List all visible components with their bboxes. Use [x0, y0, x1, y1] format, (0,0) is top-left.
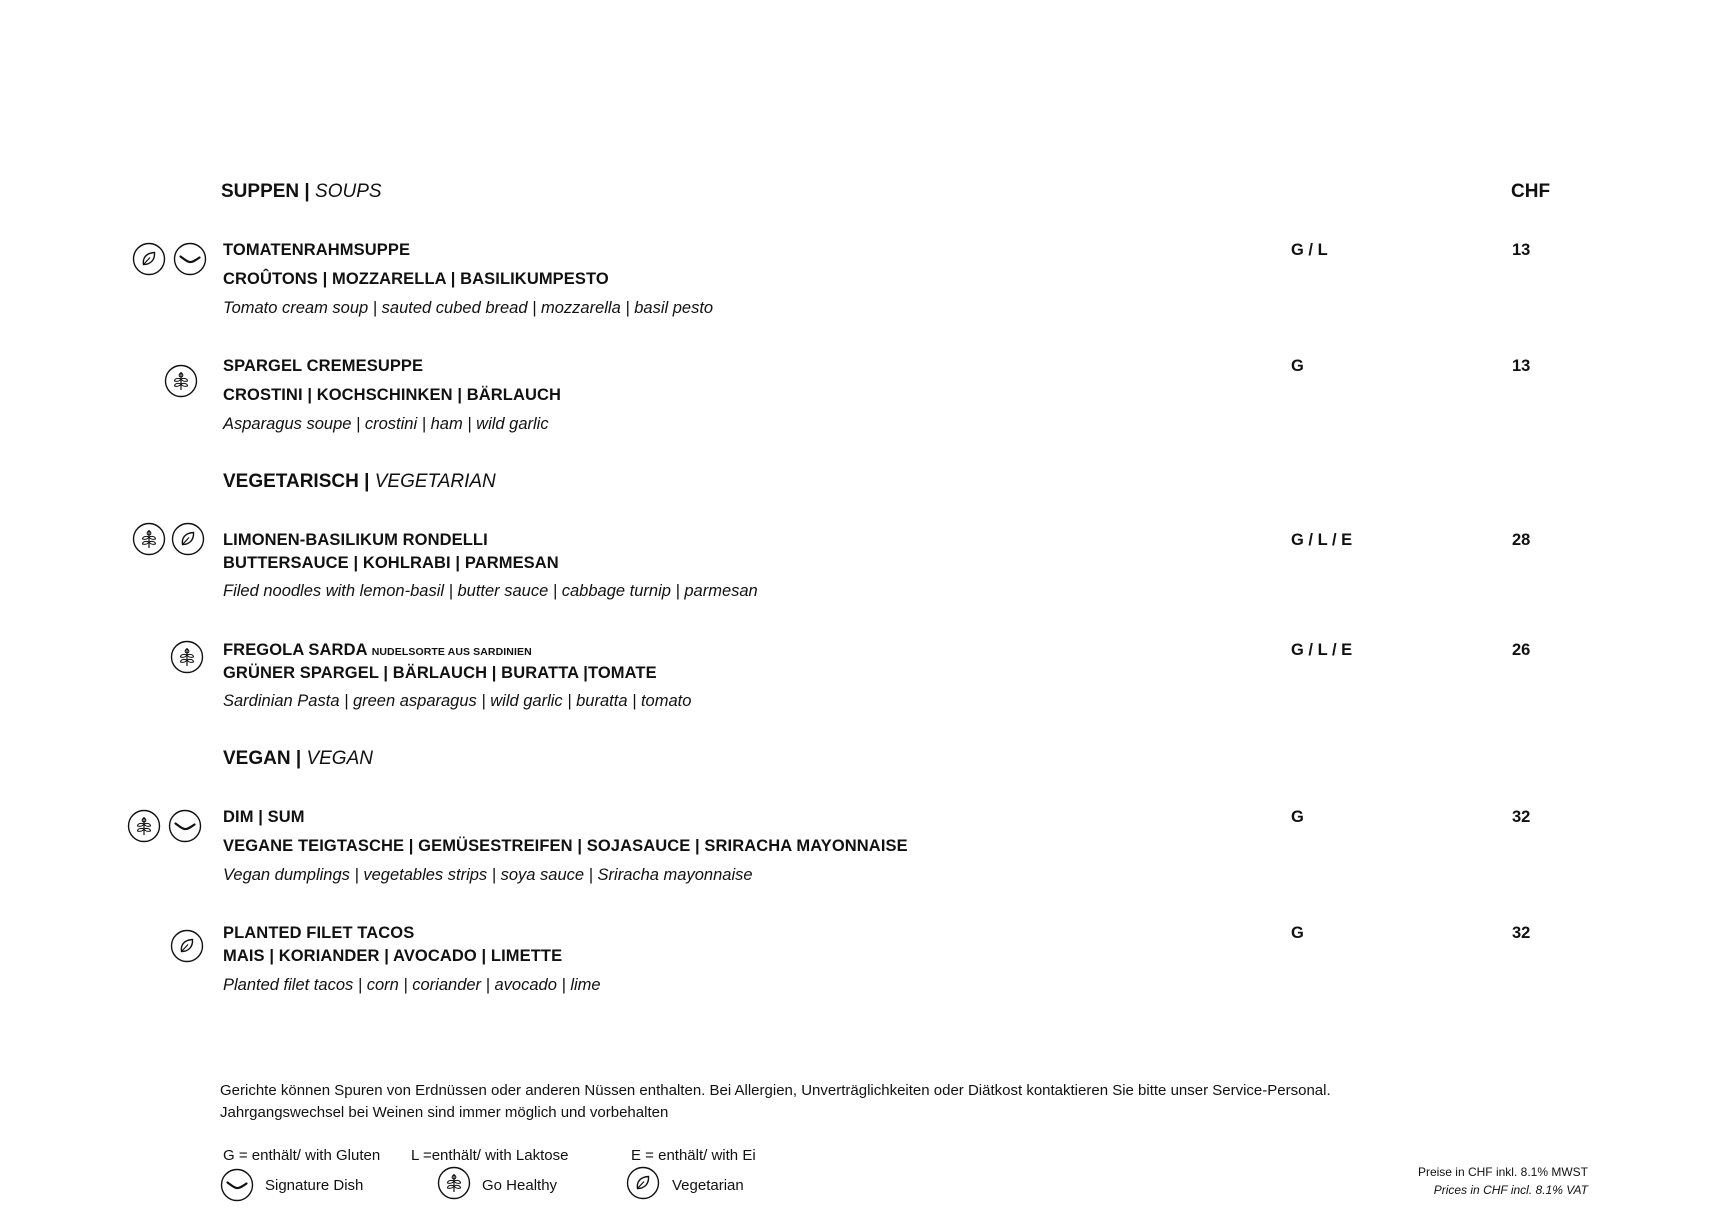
signature-dish-icon — [168, 809, 202, 843]
vegetarian-leaf-icon — [626, 1166, 660, 1200]
dish-price: 26 — [1512, 641, 1531, 659]
dish-title: LIMONEN-BASILIKUM RONDELLI — [223, 531, 488, 549]
go-healthy-herb-icon — [132, 522, 166, 556]
go-healthy-herb-icon — [170, 640, 204, 674]
dish-price: 13 — [1512, 241, 1531, 259]
dish-subtitle: CROÛTONS | MOZZARELLA | BASILIKUMPESTO — [223, 270, 609, 288]
dish-title: TOMATENRAHMSUPPE — [223, 241, 411, 259]
section-heading-soups — [221, 181, 382, 203]
legend-lactose: L =enthält/ with Laktose — [411, 1147, 569, 1164]
dish-allergens: G — [1291, 357, 1304, 375]
currency-header: CHF — [1511, 181, 1551, 202]
vegetarian-leaf-icon — [132, 242, 166, 276]
vegetarian-leaf-icon — [170, 929, 204, 963]
dish-english: Sardinian Pasta | green asparagus | wild garlic | buratta | tomato — [223, 692, 692, 710]
dish-subtitle: VEGANE TEIGTASCHE | GEMÜSESTREIFEN | SOJASAUCE | SRIRACHA MAYONNAISE — [223, 837, 908, 855]
dish-price: 28 — [1512, 531, 1531, 549]
section-heading-soups-en: SOUPS — [315, 181, 382, 202]
section-heading-vegan — [223, 748, 373, 770]
dish-title: DIM | SUM — [223, 808, 305, 826]
dish-title: PLANTED FILET TACOS — [223, 924, 415, 942]
dish-allergens: G — [1291, 808, 1304, 826]
signature-dish-icon — [220, 1168, 254, 1202]
dish-subtitle: BUTTERSAUCE | KOHLRABI | PARMESAN — [223, 554, 559, 572]
allergy-note: Gerichte können Spuren von Erdnüssen oder anderen Nüssen enthalten. Bei Allergien, Unverträglichkeiten oder Diätkost kontaktieren Sie bitte unser Service-Personal. — [220, 1082, 1331, 1099]
dish-title-note: NUDELSORTE AUS SARDINIEN — [371, 646, 532, 658]
dish-price: 13 — [1512, 357, 1531, 375]
dish-english: Planted filet tacos | corn | coriander | avocado | lime — [223, 976, 601, 994]
dish-title: SPARGEL CREMESUPPE — [223, 357, 424, 375]
legend-egg: E = enthält/ with Ei — [631, 1147, 756, 1164]
dish-title: FREGOLA SARDA — [223, 641, 367, 659]
dish-allergens: G / L — [1291, 241, 1328, 259]
legend-gluten: G = enthält/ with Gluten — [223, 1147, 381, 1164]
section-heading-vegetarian — [223, 471, 496, 493]
dish-allergens: G / L / E — [1291, 641, 1353, 659]
dish-english: Asparagus soupe | crostini | ham | wild garlic — [223, 415, 549, 433]
legend-vegetarian: Vegetarian — [672, 1177, 744, 1194]
dish-english: Filed noodles with lemon-basil | butter sauce | cabbage turnip | parmesan — [223, 582, 758, 600]
dish-title-line — [223, 641, 532, 660]
legend-healthy: Go Healthy — [482, 1177, 558, 1194]
dish-price: 32 — [1512, 808, 1531, 826]
dish-english: Tomato cream soup | sauted cubed bread | mozzarella | basil pesto — [223, 299, 714, 317]
section-heading-vegetarian-en: VEGETARIAN — [374, 471, 496, 492]
signature-dish-icon — [173, 242, 207, 276]
dish-allergens: G — [1291, 924, 1304, 942]
vat-note-en: Prices in CHF incl. 8.1% VAT — [1433, 1183, 1588, 1197]
dish-english: Vegan dumplings | vegetables strips | soya sauce | Sriracha mayonnaise — [223, 866, 753, 884]
section-heading-soups-de: SUPPEN | — [221, 181, 310, 202]
vintage-note: Jahrgangswechsel bei Weinen sind immer möglich und vorbehalten — [220, 1104, 669, 1121]
section-heading-vegetarian-de: VEGETARISCH | — [223, 471, 370, 492]
go-healthy-herb-icon — [127, 809, 161, 843]
go-healthy-herb-icon — [437, 1166, 471, 1200]
dish-subtitle: CROSTINI | KOCHSCHINKEN | BÄRLAUCH — [223, 386, 562, 404]
section-heading-vegan-en: VEGAN — [306, 748, 373, 769]
dish-subtitle: MAIS | KORIANDER | AVOCADO | LIMETTE — [223, 947, 563, 965]
go-healthy-herb-icon — [164, 364, 198, 398]
dish-allergens: G / L / E — [1291, 531, 1353, 549]
dish-price: 32 — [1512, 924, 1531, 942]
legend-signature: Signature Dish — [265, 1177, 364, 1194]
vat-note-de: Preise in CHF inkl. 8.1% MWST — [1417, 1165, 1588, 1179]
vegetarian-leaf-icon — [171, 522, 205, 556]
dish-subtitle: GRÜNER SPARGEL | BÄRLAUCH | BURATTA |TOMATE — [223, 664, 657, 682]
section-heading-vegan-de: VEGAN | — [223, 748, 302, 769]
